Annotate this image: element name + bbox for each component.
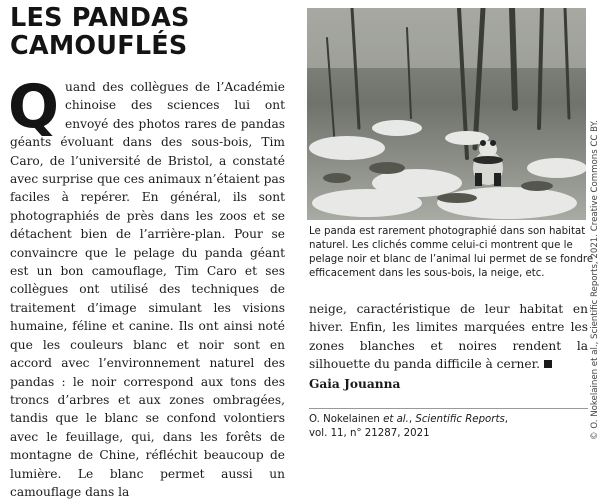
author-name: Gaia Jouanna xyxy=(309,377,401,391)
reference-authors: O. Nokelainen xyxy=(309,414,384,425)
title-line-1: LES PANDAS xyxy=(10,3,190,33)
body-text-right-content: neige, caractéristique de leur habitat en hiver. Enfin, les limites marquées entre les zones blanches et noires rendent la silhouette du panda difficile à cerner. xyxy=(309,302,588,372)
reference-line-2: vol. 11, n° 21287, 2021 xyxy=(309,428,430,439)
panda-forest-image xyxy=(307,8,586,220)
drop-cap: Q xyxy=(8,72,60,142)
body-text-right xyxy=(309,300,588,374)
end-mark xyxy=(544,360,552,368)
reference-comma: , xyxy=(504,414,509,425)
photo-credit: © O. Nokelainen et al., Scientific Reports, 2021. Creative Commons CC BY. xyxy=(590,120,600,440)
reference xyxy=(309,413,588,441)
reference-line-1 xyxy=(309,413,588,427)
reference-et-al: et al. xyxy=(383,414,409,425)
reference-journal: Scientific Reports xyxy=(415,414,505,425)
article-title xyxy=(10,4,190,60)
body-text-left: uand des collègues de l’Académie chinoise des sciences lui ont envoyé des photos rares de pandas géants évoluant dans des sous-bois, Tim Caro, de l’université de Bristol, a constaté avec surprise que ces animaux n’étaient pas faciles à repérer. En général, ils sont photographiés de près dans les zoos et se détachent bien de l’arrière-plan. Pour se convaincre que le pelage du panda géant est un bon camouflage, Tim Caro et ses collègues ont utilisé des techniques de traitement d’image simulant les visions humaine, féline et canine. Ils ont ainsi noté que les couleurs blanc et noir sont en accord avec l’environnement naturel des pandas : le noir correspond aux tons des troncs d’arbres et aux zones ombragées, tandis que le blanc se confond volontiers avec le feuillage, qui, dans les forêts de montagne de Chine, réfléchit beaucoup de lumière. Le blanc permet aussi un camouflage dans la xyxy=(10,80,285,499)
panda-photo xyxy=(307,8,586,220)
left-column xyxy=(8,72,285,501)
right-column xyxy=(309,300,588,374)
reference-sep: , xyxy=(408,414,416,425)
divider xyxy=(309,408,588,409)
photo-caption: Le panda est rarement photographié dans son habitat naturel. Les clichés comme celui-ci montrent que le pelage noir et blanc de l’animal lui permet de se fondre efficacement dans les sous-bois, la neige, etc. xyxy=(309,226,594,279)
title-line-2: CAMOUFLÉS xyxy=(10,31,188,61)
